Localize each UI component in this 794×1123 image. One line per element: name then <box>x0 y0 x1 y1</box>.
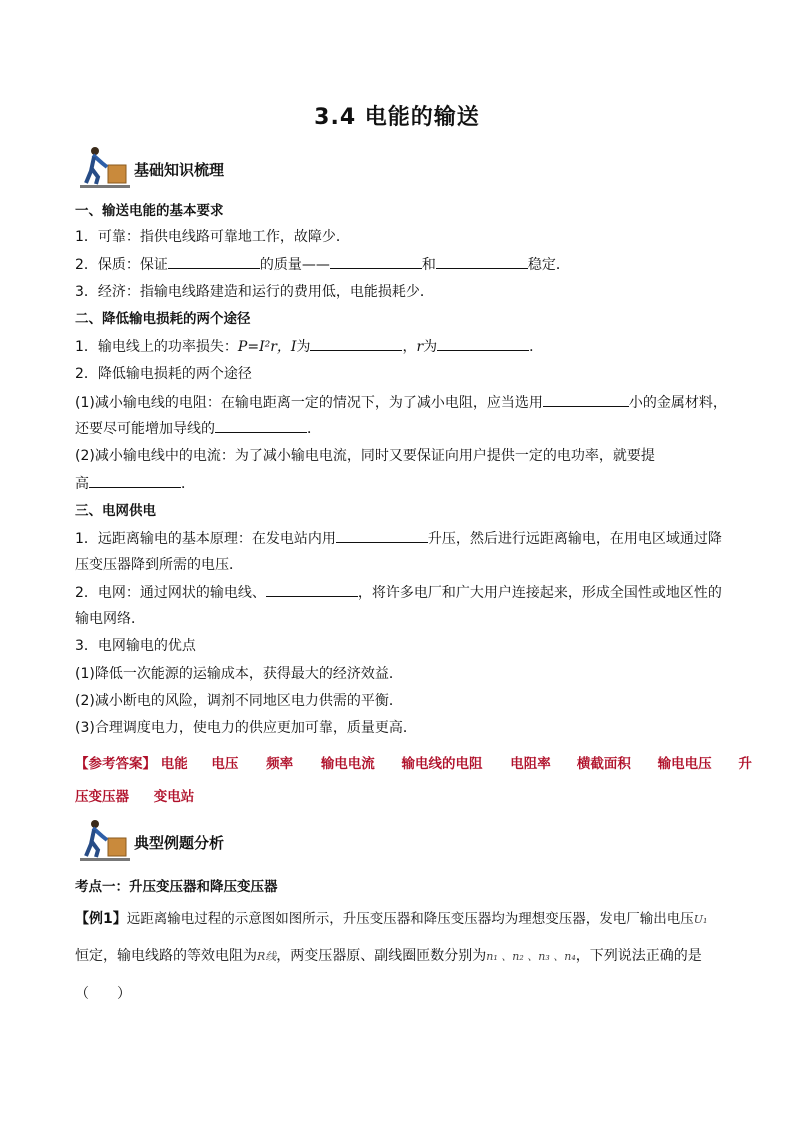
example-line3: （ ） <box>75 986 131 1002</box>
section-header-basic <box>78 145 378 189</box>
answer-item: 压变压器 <box>75 789 129 805</box>
answer-row-1 <box>75 752 752 772</box>
pushing-box-icon <box>78 145 132 189</box>
pushing-box-icon <box>78 818 132 862</box>
answer-item: 变电站 <box>153 789 195 805</box>
blank[interactable] <box>215 418 307 433</box>
part3-line2: 压变压器降到所需的电压． <box>75 557 243 573</box>
blank[interactable] <box>168 254 260 269</box>
part2-line6: 高 ． <box>75 473 735 494</box>
page-title: 3.4 电能的输送 <box>314 105 480 130</box>
answer-label: 【参考答案】 <box>75 756 156 772</box>
blank[interactable] <box>266 582 358 597</box>
part3-line5: 3．电网输电的优点 <box>75 638 196 654</box>
part2-line1: 1．输电线上的功率损失：P=I²r，I为 ，r为 ． <box>75 336 735 357</box>
example-line2: 恒定，输电线路的等效电阻为R线，两变压器原、副线圈匝数分别为n₁ 、n₂ 、n₃ 、n₄，下列说法正确的是 <box>75 948 702 964</box>
section-header-examples <box>78 818 378 862</box>
example-line1: 【例1】远距离输电过程的示意图如图所示，升压变压器和降压变压器均为理想变压器，发电厂输出电压U₁ <box>75 911 708 927</box>
example-tag: 【例1】 <box>75 911 127 927</box>
answer-item: 输电线的电阻 <box>401 756 483 772</box>
answer-row-2 <box>75 785 735 805</box>
blank[interactable] <box>543 392 629 407</box>
part3-line8: (3)合理调度电力，使电力的供应更加可靠，质量更高． <box>75 720 417 736</box>
power-loss-formula: P=I²r，I <box>237 339 297 355</box>
blank[interactable] <box>437 336 529 351</box>
part1-heading: 一、输送电能的基本要求 <box>75 203 224 219</box>
part2-heading: 二、降低输电损耗的两个途径 <box>75 311 251 327</box>
answer-item: 电压 <box>211 756 239 772</box>
answer-item: 电能 <box>160 756 188 772</box>
answer-item: 升 <box>738 756 752 772</box>
part3-line3: 2．电网：通过网状的输电线、 ，将许多电厂和广大用户连接起来，形成全国性或地区性的 <box>75 582 735 603</box>
example-heading: 考点一：升压变压器和降压变压器 <box>75 879 278 895</box>
part2-line5: (2)减小输电线中的电流：为了减小输电电流，同时又要保证向用户提供一定的电功率，就要提 <box>75 448 655 464</box>
answer-item: 横截面积 <box>576 756 631 772</box>
part2-line3: (1)减小输电线的电阻：在输电距离一定的情况下，为了减小电阻，应当选用 小的金属材料， <box>75 392 735 413</box>
answer-item: 电阻率 <box>510 756 551 772</box>
part3-line7: (2)减小断电的风险，调剂不同地区电力供需的平衡． <box>75 693 403 709</box>
answer-item: 输电电流 <box>320 756 375 772</box>
part1-line3: 3．经济：指输电线路建造和运行的费用低，电能损耗少． <box>75 284 434 300</box>
part3-heading: 三、电网供电 <box>75 503 156 519</box>
answer-item: 输电电压 <box>657 756 712 772</box>
part1-line1: 1．可靠：指供电线路可靠地工作，故障少． <box>75 229 350 245</box>
blank[interactable] <box>436 254 528 269</box>
blank[interactable] <box>310 336 402 351</box>
part1-line2: 2．保质：保证 的质量—— 和 稳定． <box>75 254 735 275</box>
part3-line6: (1)降低一次能源的运输成本，获得最大的经济效益． <box>75 666 403 682</box>
section-label: 典型例题分析 <box>134 834 225 852</box>
blank[interactable] <box>336 528 428 543</box>
blank[interactable] <box>330 254 422 269</box>
answer-item: 频率 <box>266 756 294 772</box>
section-label: 基础知识梳理 <box>134 161 225 179</box>
part3-line4: 输电网络． <box>75 611 145 627</box>
part2-line4: 还要尽可能增加导线的 ． <box>75 418 735 439</box>
part2-line2: 2．降低输电损耗的两个途径 <box>75 366 252 382</box>
blank[interactable] <box>89 473 181 488</box>
part3-line1: 1．远距离输电的基本原理：在发电站内用 升压，然后进行远距离输电，在用电区域通过降 <box>75 528 735 549</box>
